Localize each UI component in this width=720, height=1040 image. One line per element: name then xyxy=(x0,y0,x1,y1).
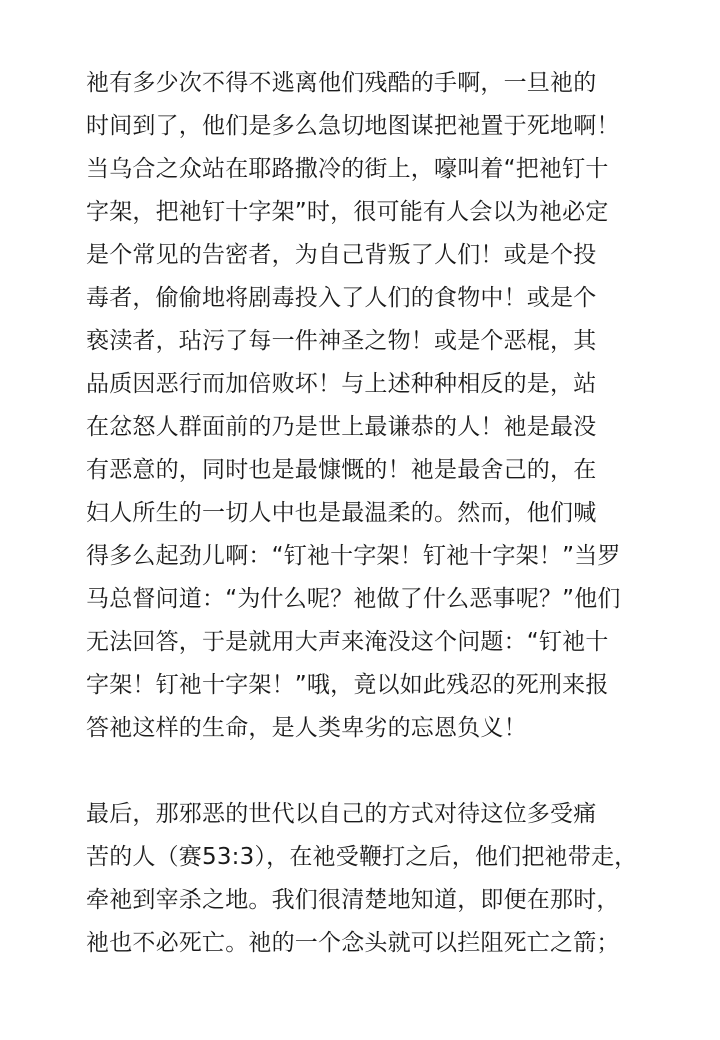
text-line: 祂有多少次不得不逃离他们残酷的手啊，一旦祂的 xyxy=(86,70,597,96)
document-page xyxy=(86,62,686,965)
text-line: 当乌合之众站在耶路撒冷的街上，嚎叫着“把祂钉十 xyxy=(86,156,609,182)
text-line: 时间到了，他们是多么急切地图谋把祂置于死地啊！ xyxy=(86,113,620,139)
text-line: 品质因恶行而加倍败坏！与上述种种相反的是，站 xyxy=(86,371,597,397)
text-line: 祂也不必死亡。祂的一个念头就可以拦阻死亡之箭； xyxy=(86,930,620,956)
text-line: 马总督问道：“为什么呢？祂做了什么恶事呢？”他们 xyxy=(86,586,621,612)
text-line: 亵渎者，玷污了每一件神圣之物！或是个恶棍，其 xyxy=(86,328,597,354)
text-line: 答祂这样的生命，是人类卑劣的忘恩负义！ xyxy=(86,715,527,741)
text-line: 无法回答，于是就用大声来淹没这个问题：“钉祂十 xyxy=(86,629,609,655)
text-line: 妇人所生的一切人中也是最温柔的。然而，他们喊 xyxy=(86,500,597,526)
text-line: 是个常见的告密者，为自己背叛了人们！或是个投 xyxy=(86,242,597,268)
text-line: 字架！钉祂十字架！”哦，竟以如此残忍的死刑来报 xyxy=(86,672,609,698)
text-line: 苦的人（赛53:3），在祂受鞭打之后，他们把祂带走， xyxy=(86,844,638,870)
text-line: 牵祂到宰杀之地。我们很清楚地知道，即便在那时， xyxy=(86,887,620,913)
text-line: 最后，那邪恶的世代以自己的方式对待这位多受痛 xyxy=(86,801,597,827)
text-line: 在忿怒人群面前的乃是世上最谦恭的人！祂是最没 xyxy=(86,414,597,440)
text-line: 字架，把祂钉十字架”时，很可能有人会以为祂必定 xyxy=(86,199,609,225)
text-line: 有恶意的，同时也是最慷慨的！祂是最舍己的，在 xyxy=(86,457,597,483)
paragraph-2 xyxy=(86,793,686,965)
paragraph-1 xyxy=(86,62,686,750)
text-line: 毒者，偷偷地将剧毒投入了人们的食物中！或是个 xyxy=(86,285,597,311)
text-line: 得多么起劲儿啊：“钉祂十字架！钉祂十字架！”当罗 xyxy=(86,543,621,569)
